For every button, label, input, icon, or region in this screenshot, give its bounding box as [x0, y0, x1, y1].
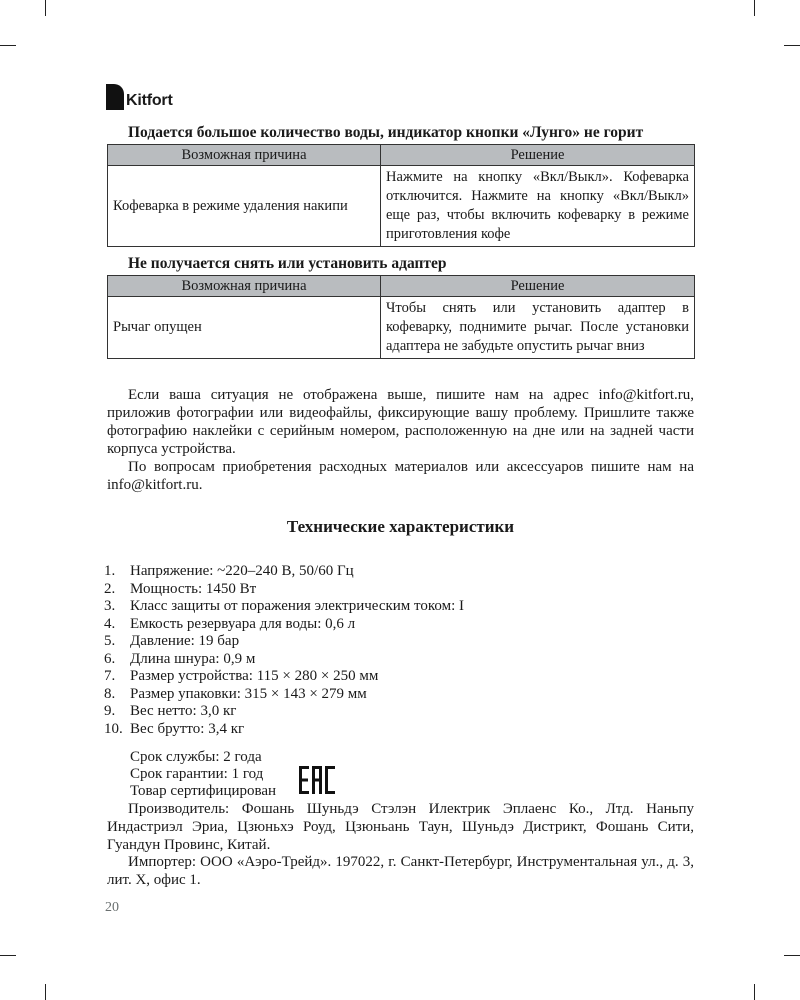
- spec-item: [104, 616, 464, 634]
- spec-number: 10.: [104, 720, 123, 737]
- warranty-period: Срок гарантии: 1 год: [130, 766, 264, 782]
- spec-number: 3.: [104, 598, 116, 614]
- solution-cell: Чтобы снять или установить адаптер в кофеварку, поднимите рычаг. После установки адаптера не забудьте опустить рычаг вниз: [381, 297, 695, 359]
- importer-paragraph: Импортер: ООО «Аэро-Трейд». 197022, г. Санкт-Петербург, Инструментальная ул., д. 3, лит. Х, офис 1.: [107, 854, 694, 888]
- spec-item: [104, 581, 464, 599]
- spec-item: [104, 703, 464, 721]
- spec-number: 1.: [104, 563, 116, 579]
- cause-cell: Рычаг опущен: [108, 297, 381, 359]
- page-number: 20: [105, 900, 119, 915]
- spec-item: [104, 686, 464, 704]
- spec-text: Класс защиты от поражения электрическим током: I: [130, 598, 465, 614]
- spec-text: Длина шнура: 0,9 м: [130, 650, 256, 667]
- solution-cell: Нажмите на кнопку «Вкл/Выкл». Кофеварка отключится. Нажмите на кнопку «Вкл/Выкл» еще раз, чтобы включить кофеварку в режиме приготовления кофе: [381, 166, 695, 247]
- spec-number: 2.: [104, 580, 116, 597]
- eac-certification-icon: [299, 766, 335, 794]
- spec-item: [104, 598, 464, 616]
- troubleshoot-table-1: [107, 144, 695, 247]
- header-solution: Решение: [381, 276, 695, 297]
- spec-text: Вес нетто: 3,0 кг: [130, 703, 237, 719]
- header-cause: Возможная причина: [108, 276, 381, 297]
- spec-item: [104, 668, 464, 686]
- spec-text: Мощность: 1450 Вт: [130, 580, 257, 597]
- crop-mark: [754, 0, 755, 16]
- crop-mark: [45, 0, 46, 16]
- spec-number: 9.: [104, 703, 116, 719]
- certified-label: Товар сертифицирован: [130, 783, 277, 799]
- service-life: Срок службы: 2 года: [130, 749, 262, 765]
- kitfort-logo-icon: [106, 84, 124, 110]
- spec-number: 8.: [104, 685, 116, 702]
- crop-mark: [784, 955, 800, 956]
- spec-text: Емкость резервуара для воды: 0,6 л: [130, 615, 356, 632]
- table-row: [108, 297, 695, 359]
- spec-text: Вес брутто: 3,4 кг: [130, 720, 245, 737]
- crop-mark: [45, 984, 46, 1000]
- spec-text: Размер упаковки: 315 × 143 × 279 мм: [130, 685, 367, 702]
- header-solution: Решение: [381, 145, 695, 166]
- table-header-row: [108, 145, 695, 166]
- spec-number: 5.: [104, 633, 116, 649]
- crop-mark: [784, 45, 800, 46]
- spec-text: Давление: 19 бар: [130, 633, 240, 649]
- spec-text: Размер устройства: 115 × 280 × 250 мм: [130, 668, 379, 684]
- brand-logo: [106, 84, 173, 110]
- troubleshoot-title-2: Не получается снять или установить адаптер: [128, 255, 447, 272]
- troubleshoot-table-2: [107, 275, 695, 359]
- tech-specs-title: Технические характеристики: [286, 517, 515, 536]
- spec-item: [104, 633, 464, 651]
- spec-item: [104, 563, 464, 581]
- spec-number: 7.: [104, 668, 116, 684]
- crop-mark: [0, 955, 16, 956]
- table-row: [108, 166, 695, 247]
- spec-number: 4.: [104, 615, 116, 632]
- manufacturer-paragraph: Производитель: Фошань Шуньдэ Стэлэн Илектрик Эплаенс Ко., Лтд. Наньпу Индастриэл Эриа, Цзюньхэ Роуд, Цзюньань Таун, Шуньдэ Дистрикт, Фошань Сити, Гуандун Провинс, Китай.: [107, 801, 694, 853]
- spec-item: [104, 721, 464, 739]
- spec-item: [104, 651, 464, 669]
- troubleshoot-title-1: Подается большое количество воды, индикатор кнопки «Лунго» не горит: [128, 124, 644, 141]
- cause-cell: Кофеварка в режиме удаления накипи: [108, 166, 381, 247]
- spec-number: 6.: [104, 650, 116, 667]
- supplies-paragraph: По вопросам приобретения расходных материалов или аксессуаров пишите нам на info@kitfort.ru.: [107, 459, 694, 493]
- crop-mark: [0, 45, 16, 46]
- brand-name: Kitfort: [126, 92, 173, 109]
- table-header-row: [108, 276, 695, 297]
- crop-mark: [754, 984, 755, 1000]
- spec-text: Напряжение: ~220–240 В, 50/60 Гц: [130, 563, 354, 579]
- contact-paragraph: Если ваша ситуация не отображена выше, пишите нам на адрес info@kitfort.ru, приложив фотографии или видеофайлы, фиксирующие вашу проблему. Пришлите также фотографию наклейки с серийным номером, расположенную на дне или на задней части корпуса устройства.: [107, 387, 694, 457]
- header-cause: Возможная причина: [108, 145, 381, 166]
- tech-specs-list: [104, 563, 464, 738]
